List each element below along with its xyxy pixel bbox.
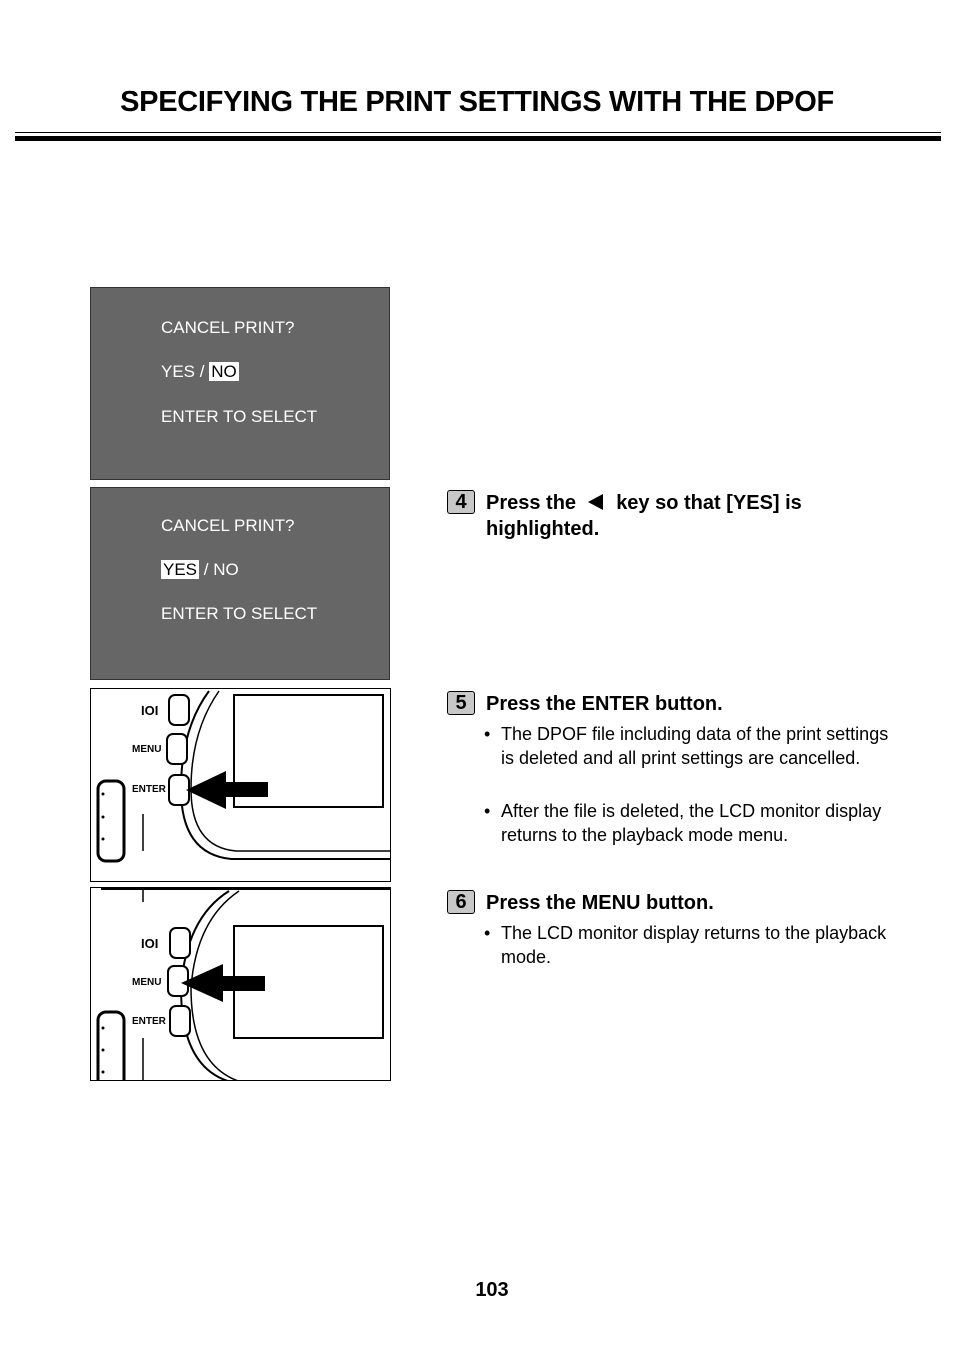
step-number: 6	[447, 890, 475, 914]
lcd-screen-cancel-no	[90, 287, 390, 480]
camera-label-menu: MENU	[132, 744, 162, 755]
lcd-line-options	[161, 362, 239, 382]
lcd-line-question: CANCEL PRINT?	[161, 318, 295, 337]
title-rule-thin	[15, 132, 941, 133]
step-heading	[486, 490, 906, 542]
camera-illustration-enter	[90, 688, 391, 882]
bullet-text: After the file is deleted, the LCD monitor display returns to the playback mode menu.	[501, 801, 882, 845]
lcd-option-yes: YES	[161, 362, 196, 381]
bullet-text: The LCD monitor display returns to the playback mode.	[501, 923, 887, 967]
page-number: 103	[475, 1279, 509, 1301]
camera-illustration-menu	[90, 887, 391, 1081]
camera-label-enter: ENTER	[132, 784, 166, 795]
lcd-option-yes-highlighted: YES	[163, 560, 198, 579]
lcd-option-no-highlighted: NO	[211, 362, 237, 381]
lcd-option-sep: /	[195, 362, 210, 381]
lcd-line-instruction: ENTER TO SELECT	[161, 604, 318, 623]
camera-label-enter: ENTER	[132, 1016, 166, 1027]
step-number: 4	[447, 490, 475, 514]
step-bullet: • The LCD monitor display returns to the playback mode.	[484, 923, 887, 967]
bullet-text: The DPOF file including data of the print settings is deleted and all print settings are cancelled.	[501, 724, 889, 768]
lcd-line-question: CANCEL PRINT?	[161, 516, 295, 535]
camera-display-icon: IOI	[141, 703, 159, 718]
lcd-screen-cancel-yes	[90, 487, 390, 680]
left-triangle-icon	[588, 494, 603, 510]
title-rule-thick	[15, 136, 941, 141]
step-heading: Press the ENTER button.	[486, 693, 723, 715]
lcd-option-no: NO	[213, 560, 239, 579]
lcd-option-sep: /	[199, 560, 214, 579]
lcd-line-options	[161, 560, 239, 580]
step-heading: Press the MENU button.	[486, 892, 714, 914]
page-title: SPECIFYING THE PRINT SETTINGS WITH THE DPOF	[120, 86, 834, 118]
camera-display-icon: IOI	[141, 936, 159, 951]
step-number: 5	[447, 691, 475, 715]
camera-label-menu: MENU	[132, 977, 162, 988]
step-bullet: • The DPOF file including data of the print settings is deleted and all print settings are cancelled.	[484, 724, 889, 768]
lcd-line-instruction: ENTER TO SELECT	[161, 407, 318, 426]
step-bullet: • After the file is deleted, the LCD monitor display returns to the playback mode menu.	[484, 801, 882, 845]
step-heading-part1: Press the	[486, 492, 577, 514]
step-heading-part2: key so that [YES] is highlighted.	[486, 492, 802, 540]
